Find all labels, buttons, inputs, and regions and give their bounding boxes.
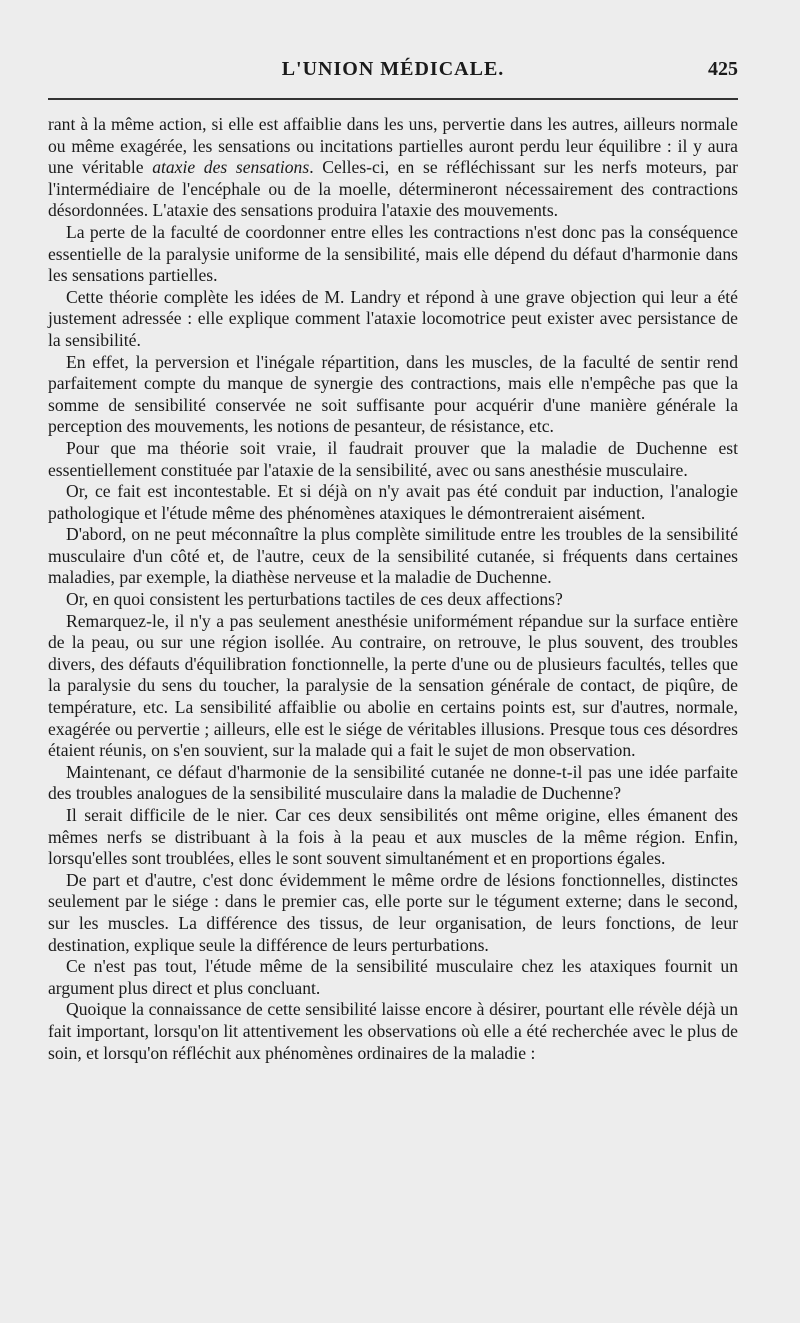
paragraph-text: rant à la même action, si elle est affaiblie dans les uns, pervertie dans les autres, ailleurs normale ou même exagérée, les sensations ou incitations partielles auront perdu leur équilibre : il y aura une véritable bbox=[48, 114, 738, 178]
paragraph: Ce n'est pas tout, l'étude même de la sensibilité musculaire chez les ataxiques fournit un argument plus direct et plus concluant. bbox=[48, 956, 738, 998]
paragraph: Pour que ma théorie soit vraie, il faudrait prouver que la maladie de Duchenne est essentiellement constituée par l'ataxie de la sensibilité, avec ou sans anesthésie musculaire. bbox=[48, 437, 738, 480]
paragraph: Remarquez-le, il n'y a pas seulement anesthésie uniformément répandue sur la surface entière de la peau, ou sur une région isollée. Au contraire, on retrouve, le plus souvent, des troubles divers, des défauts d'équilibration fonctionnelle, la perte d'une ou de plusieurs facultés, telles que la paralysie du sens du toucher, la paralysie de la sensation générale de contact, de piqûre, de température, etc. La sensibilité affaiblie ou abolie en certains points est, sur d'autres, normale, exagérée ou pervertie ; ailleurs, elle est le siége de véritables illusions. Presque tous ces désordres étaient réunis, on s'en souvient, sur la malade qui a fait le sujet de mon observation. bbox=[48, 610, 738, 761]
paragraph: Or, ce fait est incontestable. Et si déjà on n'y avait pas été conduit par induction, l'analogie pathologique et l'étude même des phénomènes ataxiques le démontreraient aisément. bbox=[48, 481, 738, 523]
paragraph-text: . Celles-ci, en se réfléchissant sur les nerfs moteurs, par l'intermédiaire de l'encéphale ou de la moelle, détermineront nécessairement des contractions désordonnées. L'ataxie des sensations produira l'ataxie des mouvements. bbox=[48, 157, 738, 221]
paragraph: D'abord, on ne peut méconnaître la plus complète similitude entre les troubles de la sensibilité musculaire d'un côté et, de l'autre, ceux de la sensibilité cutanée, si fréquents dans certaines maladies, par exemple, la diathèse nerveuse et la maladie de Duchenne. bbox=[48, 524, 738, 588]
page-number: 425 bbox=[708, 58, 738, 80]
paragraph: Maintenant, ce défaut d'harmonie de la sensibilité cutanée ne donne-t-il pas une idée parfaite des troubles analogues de la sensibilité musculaire dans la maladie de Duchenne? bbox=[48, 761, 738, 804]
paragraph: Quoique la connaissance de cette sensibilité laisse encore à désirer, pourtant elle révèle déjà un fait important, lorsqu'on lit attentivement les observations où elle a été recherchée avec le plus de soin, et lorsqu'on réfléchit aux phénomènes ordinaires de la maladie : bbox=[48, 999, 738, 1063]
paragraph: En effet, la perversion et l'inégale répartition, dans les muscles, de la faculté de sentir rend parfaitement compte du manque de synergie des contractions, mais elle n'empêche pas que la somme de sensibilité conservée ne soit suffisante pour acquérir d'une manière générale la perception des mouvements, les notions de pesanteur, de résistance, etc. bbox=[48, 351, 738, 437]
emphasized-term: ataxie des sensations bbox=[152, 157, 310, 178]
paragraph: De part et d'autre, c'est donc évidemment le même ordre de lésions fonctionnelles, distinctes seulement par le siége : dans le premier cas, elle porte sur le tégument externe; dans le second, sur les muscles. La différence des tissus, de leur organisation, de leurs fonctions, de leur destination, explique seule la différence de leurs perturbations. bbox=[48, 869, 738, 955]
page-header bbox=[48, 58, 738, 88]
running-title: L'UNION MÉDICALE. bbox=[281, 58, 505, 80]
header-rule bbox=[48, 98, 738, 100]
article-body bbox=[48, 114, 738, 1064]
paragraph: La perte de la faculté de coordonner entre elles les contractions n'est donc pas la conséquence essentielle de la paralysie uniforme de la sensibilité, mais elle dépend du défaut d'harmonie dans les sensations partielles. bbox=[48, 221, 738, 286]
paragraph: Il serait difficile de le nier. Car ces deux sensibilités ont même origine, elles émanent des mêmes nerfs se distribuant à la fois à la peau et aux muscles de la même région. Enfin, lorsqu'elles sont troublées, elles le sont souvent simultanément et en proportions égales. bbox=[48, 805, 738, 869]
paragraph: Cette théorie complète les idées de M. Landry et répond à une grave objection qui leur a été justement adressée : elle explique comment l'ataxie locomotrice peut exister avec persistance de la sensibilité. bbox=[48, 286, 738, 350]
paragraph bbox=[48, 114, 738, 222]
paragraph: Or, en quoi consistent les perturbations tactiles de ces deux affections? bbox=[66, 589, 563, 610]
